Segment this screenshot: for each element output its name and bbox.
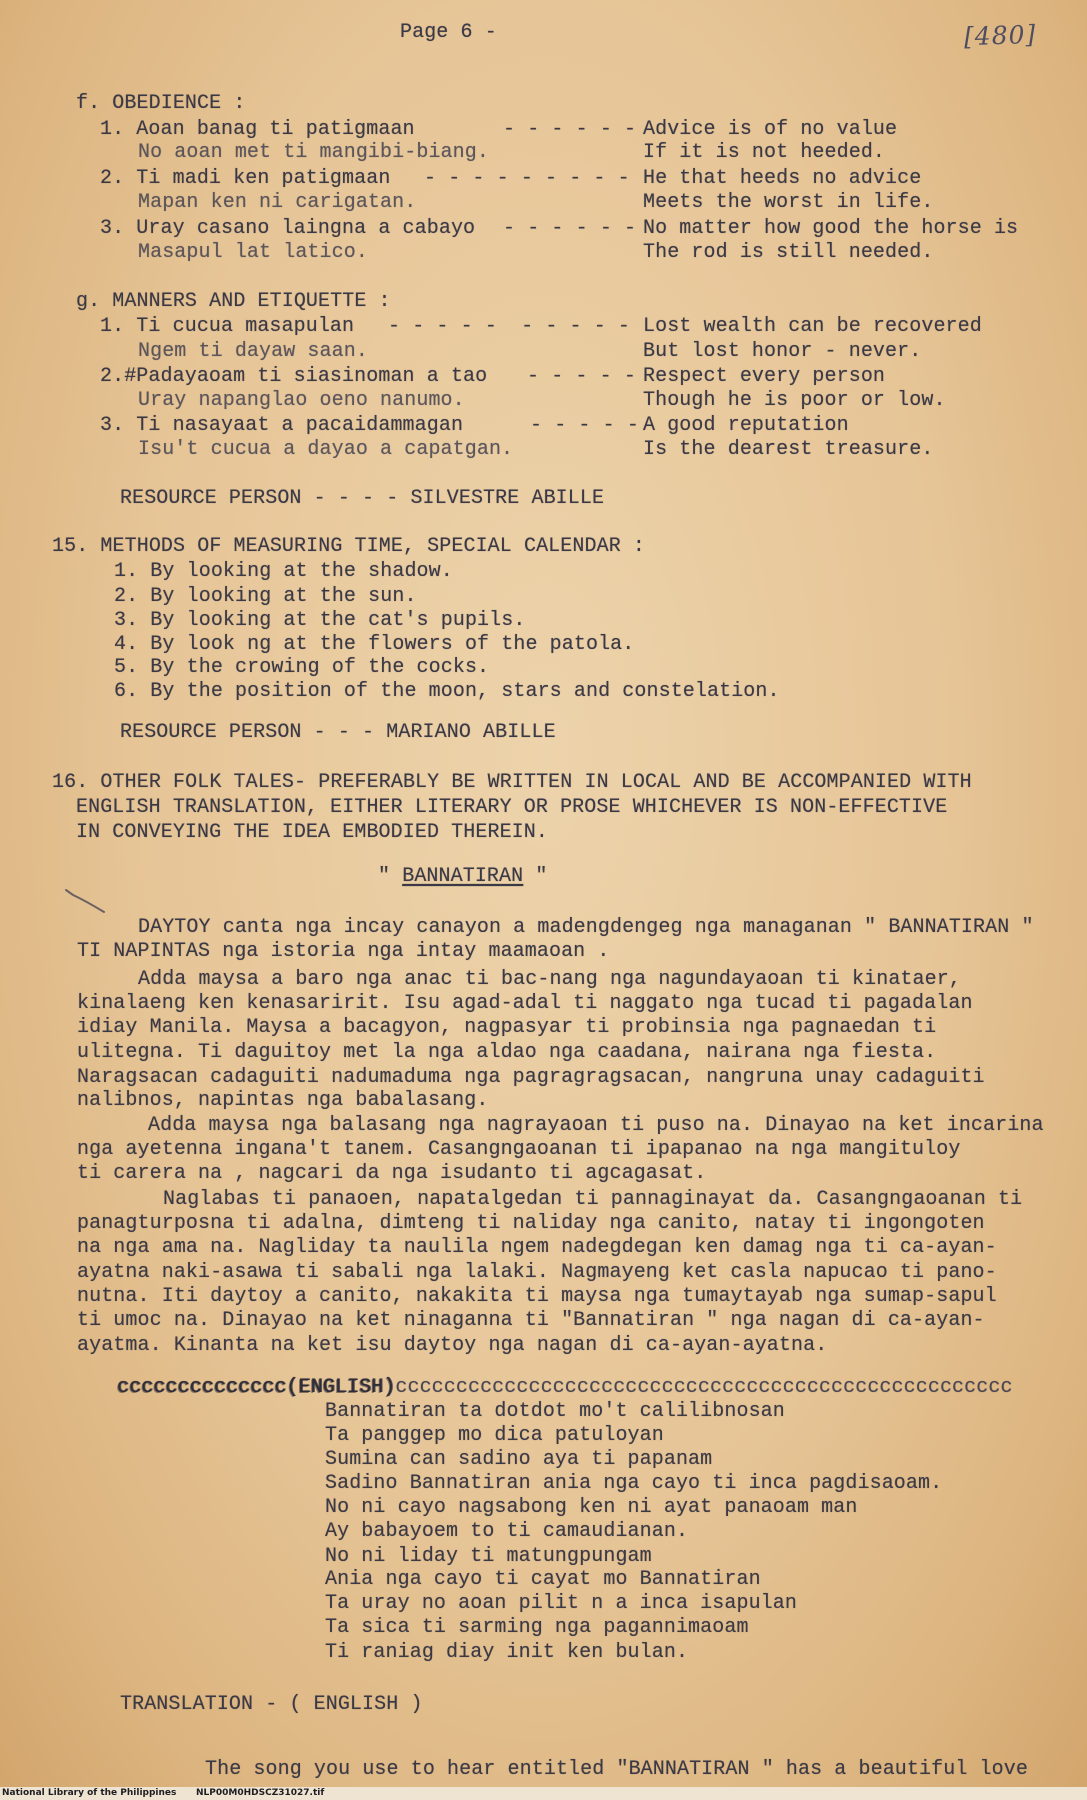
section-heading: 15. METHODS OF MEASURING TIME, SPECIAL CALENDAR : [52,535,645,558]
proverb-ilocano-line: Isu't cucua a dayao a capatgan. [138,438,514,461]
story-line: Naglabas ti panaoen, napatalgedan ti pannaginayat da. Casangngaoanan ti [163,1188,1023,1211]
leader-dashes: - - - - - - - - - [424,167,630,190]
proverb-english-line: A good reputation [643,414,849,437]
proverb-english-line: No matter how good the horse is [643,217,1019,240]
story-line: Adda maysa a baro nga anac ti bac-nang nga nagundayaoan ti kinataer, [138,968,961,991]
proverb-ilocano-line: No aoan met ti mangibi-biang. [138,141,489,164]
proverb-ilocano-line: Masapul lat latico. [138,241,368,264]
proverb-english-line: He that heeds no advice [643,167,922,190]
story-line: Adda maysa nga balasang nga nagrayaoan ti puso na. Dinayao na ket incarina [148,1114,1044,1137]
song-line: Ay babayoem to ti camaudianan. [325,1520,689,1543]
song-line: Ti raniag diay init ken bulan. [325,1641,689,1664]
proverb-ilocano-line: 2.#Padayaoam ti siasinoman a tao [100,365,488,388]
story-line: nalibnos, napintas nga babalasang. [77,1089,489,1112]
song-line: Sumina can sadino aya ti papanam [325,1448,713,1471]
proverb-english-line: Meets the worst in life. [643,191,934,214]
story-line: Naragsacan cadaguiti nadumaduma nga pagragragsacan, nangruna unay cadaguiti [77,1066,985,1089]
story-title [378,865,547,889]
scan-footer [0,1787,1087,1800]
story-line: DAYTOY canta nga incay canayon a madengdengeg nga managanan " BANNATIRAN " [138,916,1034,939]
leader-dashes: - - - - - - [503,118,637,141]
story-line: nga ayetenna ingana't tanem. Casangngaoanan ti ipapanao na nga mangituloy [77,1138,961,1161]
proverb-english-line: Though he is poor or low. [643,389,946,412]
story-line: nutna. Iti daytoy a canito, nakakita ti maysa nga tumaytayab nga sumap-sapul [77,1285,997,1308]
list-item: 6. By the position of the moon, stars and constelation. [114,680,780,703]
library-name: National Library of the Philippines [2,1788,177,1798]
song-line: No ni liday ti matungpungam [325,1545,652,1568]
proverb-english-line: Respect every person [643,365,886,388]
proverb-ilocano-line: 1. Aoan banag ti patigmaan [100,118,415,141]
proverb-english-line: Lost wealth can be recovered [643,315,982,338]
story-line: ulitegna. Ti daguitoy met la nga aldao nga caadana, nairana nga fiesta. [77,1041,937,1064]
story-line: ayatma. Kinanta na ket isu daytoy nga nagan di ca-ayan-ayatna. [77,1334,828,1357]
story-line: ti umoc na. Dinayao na ket ninaganna ti "Bannatiran " nga nagan di ca-ayan- [77,1309,985,1332]
proverb-english-line: Advice is of no value [643,118,898,141]
story-line: ayatna naki-asawa ti sabali nga lalaki. Nagmayeng ket casla napucao ti pano- [77,1261,997,1284]
song-line: Ta panggep mo dica patuloyan [325,1424,664,1447]
song-line: Bannatiran ta dotdot mo't calilibnosan [325,1400,785,1423]
title-word: BANNATIRAN [402,865,524,888]
section-heading-line: ENGLISH TRANSLATION, EITHER LITERARY OR PROSE WHICHEVER IS NON-EFFECTIVE [76,796,948,819]
song-line: Ta uray no aoan pilit n a inca isapulan [325,1592,797,1615]
overstruck-line [117,1376,1013,1400]
leader-dashes: - - - - - [527,365,636,388]
story-line: kinalaeng ken kenasaririt. Isu agad-adal ti naggato nga tucad ti pagadalan [77,992,973,1015]
proverb-english-line: The rod is still needed. [643,241,934,264]
song-line: Ania nga cayo ti cayat mo Bannatiran [325,1568,761,1591]
section-heading-line: IN CONVEYING THE IDEA EMBODIED THEREIN. [76,821,548,844]
proverb-ilocano-line: 3. Ti nasayaat a pacaidammagan [100,414,464,437]
song-line: No ni cayo nagsabong ken ni ayat panaoam man [325,1496,858,1519]
proverb-english-line: But lost honor - never. [643,340,922,363]
list-item: 5. By the crowing of the cocks. [114,656,490,679]
song-line: Ta sica ti sarming nga pagannimaoam [325,1616,749,1639]
song-line: Sadino Bannatiran ania nga cayo ti inca pagdisaoam. [325,1472,943,1495]
list-item: 2. By looking at the sun. [114,585,417,608]
translation-heading: TRANSLATION - ( ENGLISH ) [120,1693,423,1716]
resource-person: RESOURCE PERSON - - - MARIANO ABILLE [120,721,556,744]
story-line: panagturposna ti adalna, dimteng ti naliday nga canito, natay ti ingongoten [77,1212,985,1235]
list-item: 4. By look ng at the flowers of the patola. [114,633,635,656]
translation-line: The song you use to hear entitled "BANNATIRAN " has a beautiful love [205,1758,1028,1781]
pencil-mark-icon [64,888,108,916]
title-quote-close: " [523,865,548,888]
file-name: NLP00M0HDSCZ31027.tif [196,1788,325,1798]
proverb-ilocano-line: 3. Uray casano laingna a cabayo [100,217,476,240]
proverb-ilocano-line: 2. Ti madi ken patigmaan [100,167,391,190]
story-line: idiay Manila. Maysa a bacagyon, nagpasyar ti probinsia nga pagnaedan ti [77,1016,937,1039]
proverb-ilocano-line: Uray napanglao oeno nanumo. [138,389,465,412]
title-quote-open: " [378,865,403,888]
section-heading: f. OBEDIENCE : [76,92,246,115]
story-line: TI NAPINTAS nga istoria nga intay maamaoan . [77,940,610,963]
proverb-ilocano-line: Mapan ken ni carigatan. [138,191,417,214]
proverb-ilocano-line: 1. Ti cucua masapulan [100,315,355,338]
list-item: 3. By looking at the cat's pupils. [114,609,526,632]
story-line: na nga ama na. Nagliday ta naulila ngem nadegdegan ken damag nga ti ca-ayan- [77,1236,997,1259]
section-heading: g. MANNERS AND ETIQUETTE : [76,290,391,313]
leader-dashes: - - - - - - [503,217,637,240]
list-item: 1. By looking at the shadow. [114,560,453,583]
overstruck-text: cccccccccccccc(ENGLISH) [117,1376,396,1399]
resource-person: RESOURCE PERSON - - - - SILVESTRE ABILLE [120,487,605,510]
overstrike-row: ccccccccccccccccccccccccccccccccccccccccccccccccccc [395,1376,1013,1399]
section-heading-line: 16. OTHER FOLK TALES- PREFERABLY BE WRITTEN IN LOCAL AND BE ACCOMPANIED WITH [52,771,972,794]
proverb-english-line: Is the dearest treasure. [643,438,934,461]
page-label: Page 6 - [400,21,497,44]
story-line: ti carera na , nagcari da nga isudanto ti agcagasat. [77,1162,707,1185]
handwritten-page-number: [480] [963,19,1037,52]
proverb-ilocano-line: Ngem ti dayaw saan. [138,340,368,363]
leader-dashes: - - - - - [530,414,639,437]
proverb-english-line: If it is not heeded. [643,141,886,164]
leader-dashes: - - - - - - - - - - [388,315,631,338]
